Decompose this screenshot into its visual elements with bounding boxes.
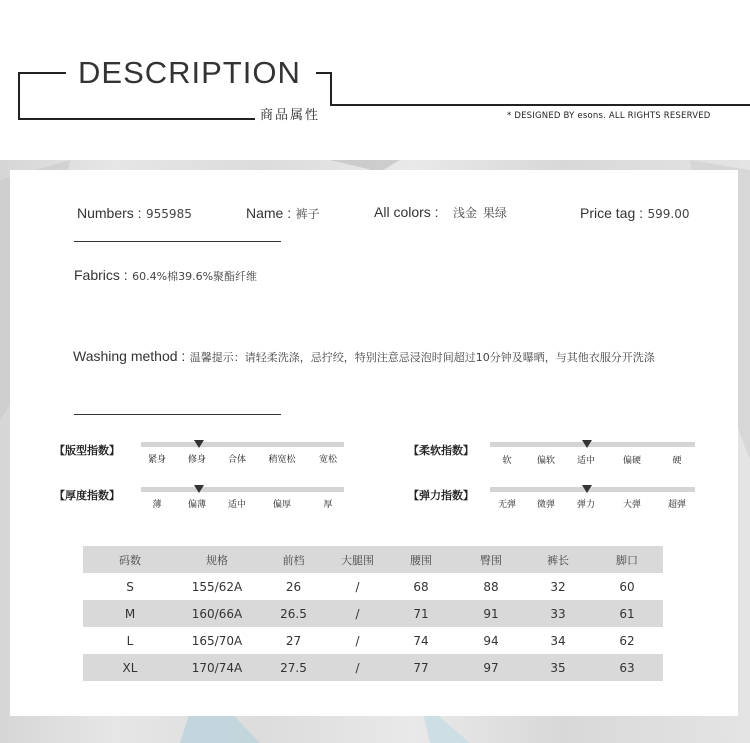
table-row: [83, 654, 663, 681]
column-header: 规格: [177, 546, 257, 573]
table-cell: 26: [285, 579, 302, 594]
table-cell: 26.5: [257, 600, 330, 627]
table-cell: 68: [413, 579, 429, 594]
fit-option: 紧身: [147, 455, 167, 465]
table-cell: /: [355, 633, 360, 648]
table-cell: 62: [619, 633, 635, 648]
column-header: 腰围: [385, 546, 457, 573]
table-cell: 61: [591, 600, 663, 627]
size-table: [83, 546, 663, 681]
table-header-row: [83, 546, 663, 573]
colors-value: 浅金 果绿: [453, 206, 507, 220]
table-cell: S: [126, 579, 134, 594]
table-cell: 34: [550, 633, 566, 648]
table-cell: 71: [385, 600, 457, 627]
description-header: [0, 0, 750, 160]
price-value: 599.00: [647, 207, 690, 221]
frame-line-bottom-left: [18, 118, 255, 120]
table-cell: XL: [83, 654, 177, 681]
column-header: 码数: [83, 546, 177, 573]
column-header: 臀围: [457, 546, 525, 573]
table-cell: /: [355, 579, 360, 594]
softness-option: 偏硬: [622, 456, 642, 466]
table-cell: M: [83, 600, 177, 627]
elasticity-option: 超弹: [667, 500, 687, 510]
divider-bottom: [74, 414, 281, 415]
washing-label: Washing method :: [73, 348, 186, 364]
page-subtitle: 商品属性: [260, 108, 321, 123]
copyright-note: * DESIGNED BY esons. ALL RIGHTS RESERVED: [507, 111, 711, 121]
softness-index-bar: [490, 442, 695, 447]
elasticity-option: 无弹: [497, 500, 517, 510]
colors-field: [374, 204, 507, 221]
column-header: 脚口: [591, 546, 663, 573]
fit-option: 宽松: [318, 455, 338, 465]
softness-index-label: 【柔软指数】: [408, 444, 474, 457]
fabrics-value: 60.4%棉39.6%聚酯纤维: [132, 270, 258, 283]
page-title: DESCRIPTION: [78, 55, 301, 90]
frame-line-top-right: [316, 72, 331, 74]
elasticity-index-marker: [582, 485, 592, 493]
table-cell: 165/70A: [191, 633, 243, 648]
numbers-field: [77, 205, 192, 222]
fit-index-marker: [194, 440, 204, 448]
column-header: 前档: [257, 546, 330, 573]
table-cell: 35: [525, 654, 591, 681]
thickness-option: 厚: [323, 500, 333, 510]
table-cell: L: [126, 633, 134, 648]
elasticity-option: 弹力: [576, 500, 596, 510]
table-row: [83, 627, 663, 654]
table-cell: 94: [483, 633, 499, 648]
price-label: Price tag :: [580, 205, 644, 221]
fabrics-field: [74, 267, 257, 284]
softness-option: 硬: [672, 456, 682, 466]
table-cell: 27.5: [257, 654, 330, 681]
fit-option: 合体: [227, 455, 247, 465]
softness-index-marker: [582, 440, 592, 448]
thickness-index-scale: [54, 487, 354, 517]
numbers-label: Numbers :: [77, 205, 142, 221]
table-cell: 88: [483, 579, 499, 594]
elasticity-option: 微弹: [536, 500, 556, 510]
softness-option: 软: [502, 456, 512, 466]
fit-index-bar: [141, 442, 344, 447]
elasticity-index-label: 【弹力指数】: [408, 489, 474, 502]
thickness-index-bar: [141, 487, 344, 492]
elasticity-index-scale: [408, 487, 708, 517]
table-cell: 77: [385, 654, 457, 681]
fit-option: 修身: [187, 455, 207, 465]
thickness-index-marker: [194, 485, 204, 493]
thickness-option: 偏厚: [272, 500, 292, 510]
elasticity-index-bar: [490, 487, 695, 492]
name-label: Name :: [246, 205, 292, 221]
table-cell: 33: [525, 600, 591, 627]
numbers-value: 955985: [146, 207, 192, 221]
name-value: 裤子: [295, 207, 320, 221]
softness-option: 适中: [576, 456, 596, 466]
thickness-index-label: 【厚度指数】: [54, 489, 120, 502]
table-cell: 60: [619, 579, 635, 594]
price-field: [580, 205, 689, 222]
thickness-option: 偏薄: [187, 500, 207, 510]
elasticity-option: 大弹: [622, 500, 642, 510]
washing-field: [73, 348, 655, 365]
softness-index-scale: [408, 442, 708, 472]
table-cell: 160/66A: [177, 600, 257, 627]
table-row: [83, 573, 663, 600]
thickness-option: 适中: [227, 500, 247, 510]
divider-top: [74, 241, 281, 242]
fit-option: 稍宽松: [268, 455, 296, 465]
table-cell: 155/62A: [191, 579, 243, 594]
table-cell: /: [330, 654, 385, 681]
frame-line-left: [18, 72, 20, 119]
table-cell: 63: [591, 654, 663, 681]
frame-line-right: [330, 72, 332, 105]
column-header: 大腿围: [330, 546, 385, 573]
table-row: [83, 600, 663, 627]
table-cell: 27: [285, 633, 302, 648]
table-cell: /: [330, 600, 385, 627]
table-cell: 170/74A: [177, 654, 257, 681]
table-cell: 91: [457, 600, 525, 627]
colors-label: All colors :: [374, 204, 439, 220]
frame-line-top-left: [18, 72, 66, 74]
name-field: [246, 205, 320, 222]
fabrics-label: Fabrics :: [74, 267, 128, 283]
softness-option: 偏软: [536, 456, 556, 466]
column-header: 裤长: [525, 546, 591, 573]
fit-index-scale: [54, 442, 354, 472]
washing-value: 温馨提示：请轻柔洗涤，忌拧绞，特别注意忌浸泡时间超过10分钟及曝晒，与其他衣服分开洗涤: [189, 351, 655, 364]
table-cell: 97: [457, 654, 525, 681]
frame-line-long: [330, 104, 750, 106]
table-cell: 32: [550, 579, 566, 594]
fit-index-label: 【版型指数】: [54, 444, 120, 457]
table-cell: 74: [413, 633, 429, 648]
thickness-option: 薄: [152, 500, 162, 510]
